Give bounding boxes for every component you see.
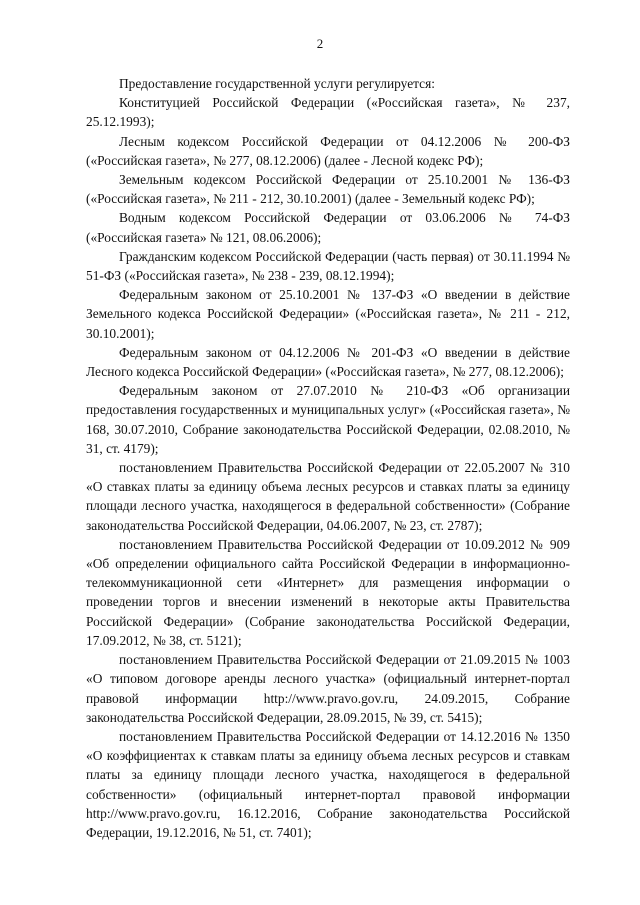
paragraph-law-210: Федеральным законом от 27.07.2010 № 210-ФЗ «Об организации предоставления государственных и муниципальных услуг» («Российская газета», № 168, 30.07.2010, Собрание законодательства Российской Федерации, 02.08.2010, № 31, ст. 4179); — [86, 383, 570, 456]
paragraph-intro: Предоставление государственной услуги регулируется: — [119, 76, 435, 91]
paragraph-constitution: Конституцией Российской Федерации («Российская газета», № 237, 25.12.1993); — [86, 95, 570, 130]
document-body — [86, 74, 570, 842]
paragraph-decree-310: постановлением Правительства Российской Федерации от 22.05.2007 № 310 «О ставках платы за единицу объема лесных ресурсов и ставках платы за единицу площади лесного участка, находящегося в федеральной собственности» (Собрание законодательства Российской Федерации, 04.06.2007, № 23, ст. 2787); — [86, 460, 570, 533]
paragraph-decree-1350: постановлением Правительства Российской Федерации от 14.12.2016 № 1350 «О коэффициентах к ставкам платы за единицу объема лесных ресурсов и ставкам платы за единицу площади лесного участка, находящегося в федеральной собственности» (официальный интернет-портал правовой информации http://www.pravo.gov.ru, 16.12.2016, Собрание законодательства Российской Федерации, 19.12.2016, № 51, ст. 7401); — [86, 728, 570, 840]
paragraph-forest-code: Лесным кодексом Российской Федерации от 04.12.2006 № 200-ФЗ («Российская газета», № 277, 08.12.2006) (далее - Лесной кодекс РФ); — [86, 133, 570, 168]
paragraph-water-code: Водным кодексом Российской Федерации от 03.06.2006 № 74-ФЗ («Российская газета» № 121, 08.06.2006); — [86, 210, 570, 245]
paragraph-land-code: Земельным кодексом Российской Федерации от 25.10.2001 № 136-ФЗ («Российская газета», № 211 - 212, 30.10.2001) (далее - Земельный кодекс РФ); — [86, 172, 570, 207]
paragraph-civil-code: Гражданским кодексом Российской Федерации (часть первая) от 30.11.1994 № 51-ФЗ («Российская газета», № 238 - 239, 08.12.1994); — [86, 248, 570, 284]
paragraph-law-201: Федеральным законом от 04.12.2006 № 201-ФЗ «О введении в действие Лесного кодекса Российской Федерации» («Российская газета», № 277, 08.12.2006); — [86, 344, 570, 380]
paragraph-law-137: Федеральным законом от 25.10.2001 № 137-ФЗ «О введении в действие Земельного кодекса Российской Федерации» («Российская газета», № 211 - 212, 30.10.2001); — [86, 287, 570, 341]
paragraph-decree-1003: постановлением Правительства Российской Федерации от 21.09.2015 № 1003 «О типовом договоре аренды лесного участка» (официальный интернет-портал правовой информации http://www.pravo.gov.ru, 24.09.2015, Собрание законодательства Российской Федерации, 28.09.2015, № 39, ст. 5415); — [86, 652, 570, 725]
paragraph-decree-909: постановлением Правительства Российской Федерации от 10.09.2012 № 909 «Об определении официального сайта Российской Федерации в информационно-телекоммуникационной сети «Интернет» для размещения информации о проведении торгов и внесении изменений в некоторые акты Правительства Российской Федерации» (Собрание законодательства Российской Федерации, 17.09.2012, № 38, ст. 5121); — [86, 536, 570, 648]
page-number: 2 — [316, 36, 324, 51]
